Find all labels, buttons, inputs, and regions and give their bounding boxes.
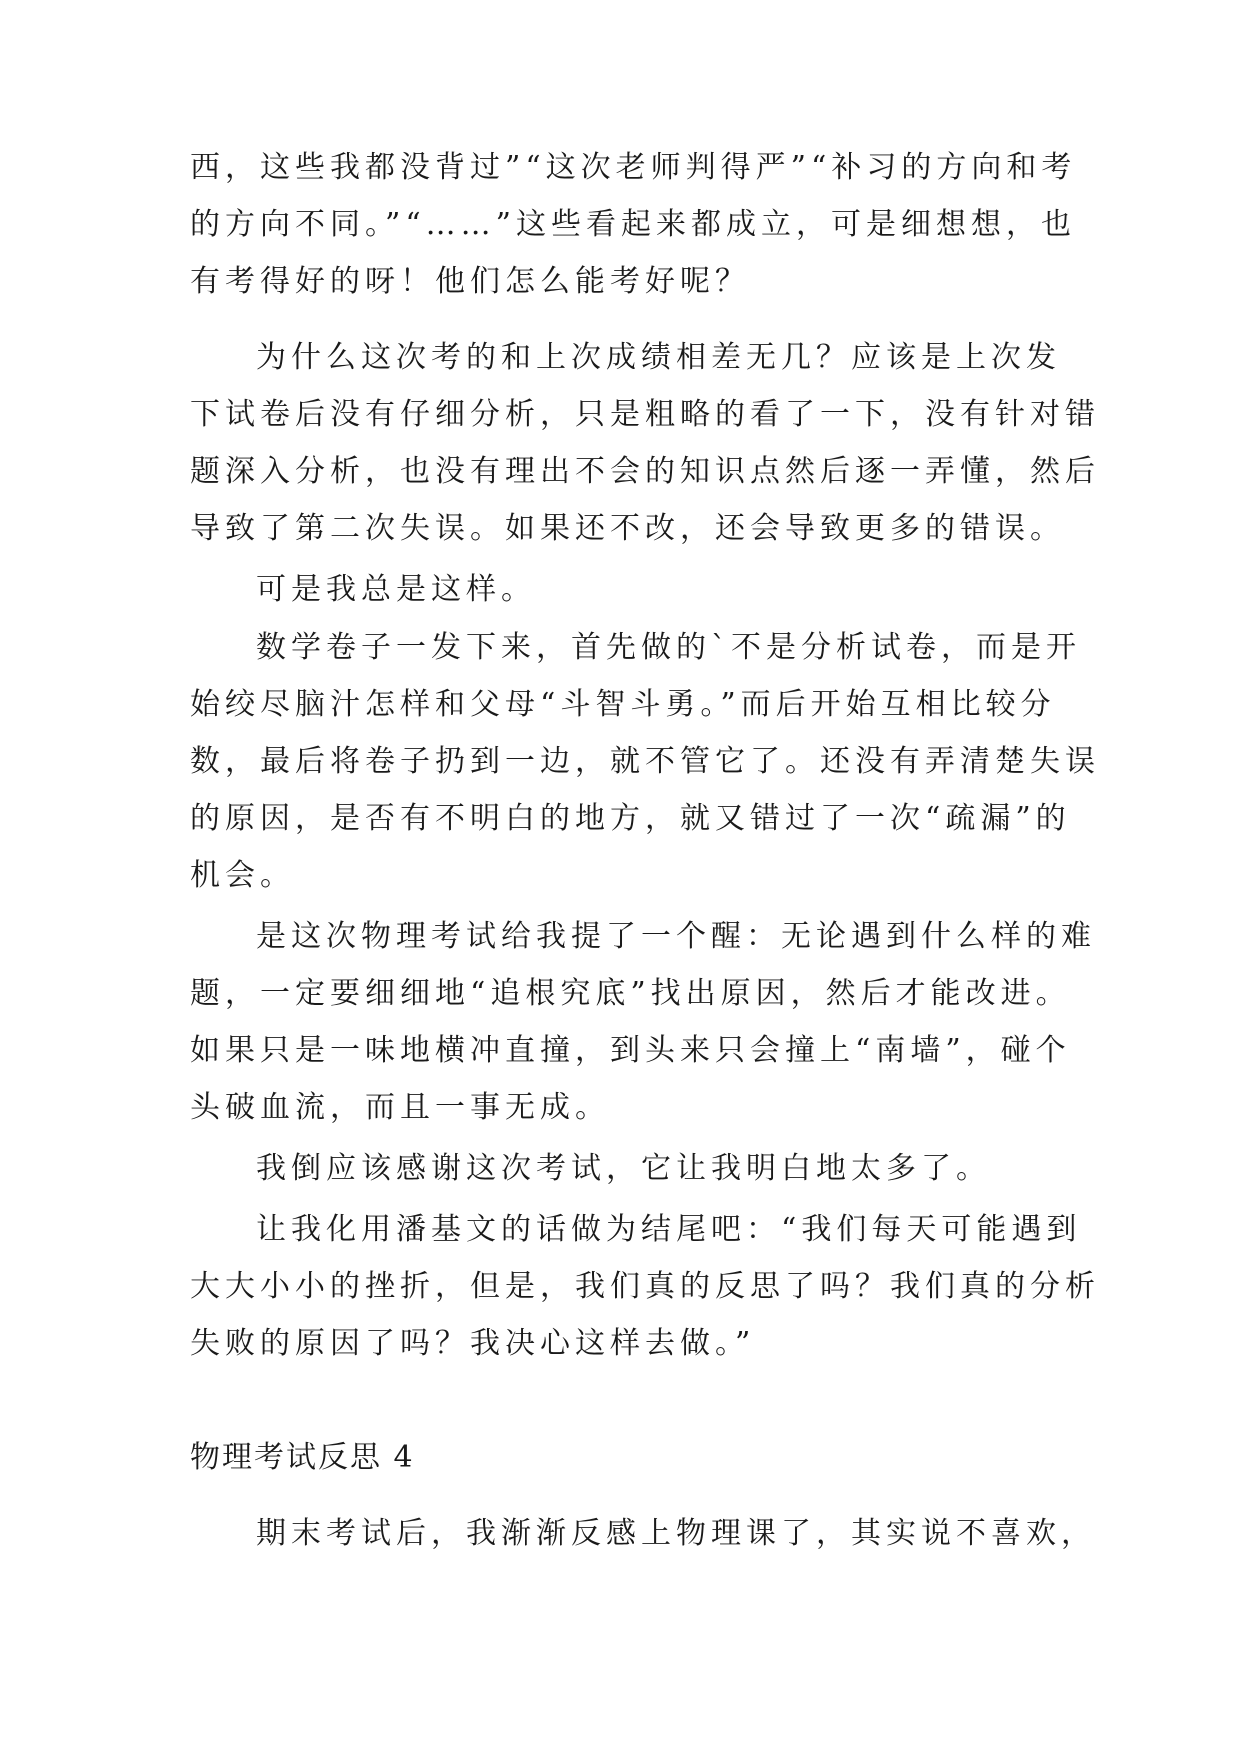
paragraph-line: 下试卷后没有仔细分析，只是粗略的看了一下，没有针对错 [190,397,1100,432]
paragraph-line: 期末考试后，我渐渐反感上物理课了，其实说不喜欢， [256,1516,1096,1551]
paragraph-line: 头破血流，而且一事无成。 [190,1090,610,1125]
paragraph-line: 题，一定要细细地“追根究底”找出原因，然后才能改进。 [190,976,1071,1011]
paragraph-line: 大大小小的挫折，但是，我们真的反思了吗？我们真的分析 [190,1269,1100,1304]
paragraph-line: 我倒应该感谢这次考试，它让我明白地太多了。 [256,1151,991,1186]
paragraph-line: 西，这些我都没背过”“这次老师判得严”“补习的方向和考 [190,150,1077,185]
paragraph-line: 可是我总是这样。 [256,572,536,607]
paragraph-line: 的原因，是否有不明白的地方，就又错过了一次“疏漏”的 [190,801,1071,836]
paragraph-line: 是这次物理考试给我提了一个醒：无论遇到什么样的难 [256,919,1096,954]
paragraph-line: 数，最后将卷子扔到一边，就不管它了。还没有弄清楚失误 [190,744,1100,779]
paragraph-line: 题深入分析，也没有理出不会的知识点然后逐一弄懂，然后 [190,454,1100,489]
paragraph-line: 数学卷子一发下来，首先做的`不是分析试卷，而是开 [256,630,1081,665]
paragraph-line: 有考得好的呀！他们怎么能考好呢？ [190,264,750,299]
paragraph-line: 机会。 [190,858,295,893]
paragraph-line: 的方向不同。”“……”这些看起来都成立，可是细想想，也 [190,207,1077,242]
paragraph-line: 如果只是一味地横冲直撞，到头来只会撞上“南墙”，碰个 [190,1033,1071,1068]
paragraph-line: 失败的原因了吗？我决心这样去做。” [190,1326,756,1361]
paragraph-line: 让我化用潘基文的话做为结尾吧：“我们每天可能遇到 [256,1212,1082,1247]
paragraph-line: 始绞尽脑汁怎样和父母“斗智斗勇。”而后开始互相比较分 [190,687,1056,722]
section-heading: 物理考试反思 4 [190,1440,415,1475]
paragraph-line: 导致了第二次失误。如果还不改，还会导致更多的错误。 [190,511,1065,546]
paragraph-line: 为什么这次考的和上次成绩相差无几？应该是上次发 [256,340,1061,375]
